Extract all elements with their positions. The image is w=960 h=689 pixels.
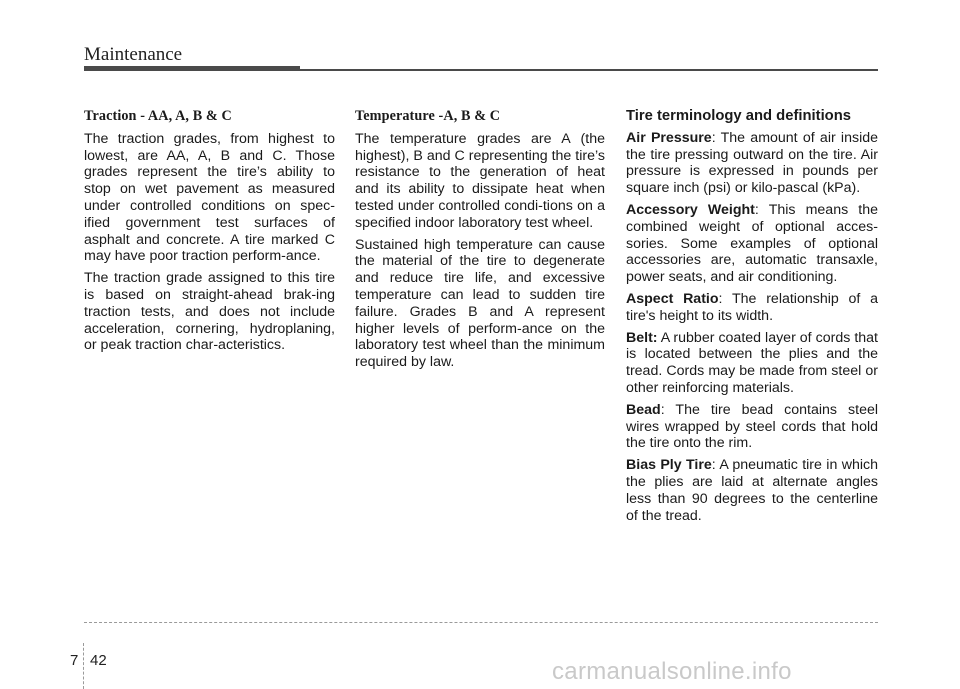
definition-term: Accessory Weight (626, 201, 755, 218)
column-traction (84, 108, 335, 359)
definition-separator: : (660, 401, 665, 418)
terminology-heading: Tire terminology and definitions (626, 108, 851, 124)
definition-accessory-weight (626, 202, 878, 286)
definition-text: A pneumatic tire in which the plies are laid at alternate angles less than 90 degrees to the centerline of the tread. (626, 457, 878, 524)
chapter-number: 7 (70, 652, 79, 669)
temperature-heading: Temperature -A, B & C (355, 108, 501, 124)
header-rule-thin (300, 69, 878, 71)
definition-separator: : (711, 129, 716, 146)
definition-aspect-ratio (626, 291, 878, 325)
temperature-paragraph-1: The temperature grades are A (the highest), B and C representing the tire’s resistance to the generation of heat and its ability to dissipate heat when tested under controlled condi-tions on a specified indoor laboratory test wheel. (355, 130, 605, 231)
definition-term: Belt: (626, 329, 658, 346)
traction-heading: Traction - AA, A, B & C (84, 108, 232, 124)
column-terminology (626, 108, 878, 529)
definition-term: Bias Ply Tire (626, 457, 712, 474)
footer-divider (84, 622, 878, 623)
definition-separator: : (754, 201, 759, 218)
header-rule-thick (84, 66, 300, 71)
definition-separator: : (718, 290, 723, 307)
definition-text: A rubber coated layer of cords that is located between the plies and the tread. Cords may be made from steel or other reinforcing materials. (626, 329, 878, 396)
traction-paragraph-1: The traction grades, from highest to lowest, are AA, A, B and C. Those grades represent the tire’s ability to stop on wet pavement as measured under controlled conditions on spec-ified government test surfaces of asphalt and concrete. A tire marked C may have poor traction perform-ance. (84, 130, 335, 265)
definition-term: Bead (626, 401, 661, 418)
definition-bias-ply-tire (626, 457, 878, 524)
definition-text: This means the combined weight of optional acces-sories. Some examples of optional accessories are, automatic transaxle, power seats, and air conditioning. (626, 201, 878, 286)
section-title: Maintenance (84, 44, 183, 65)
definition-text: The relationship of a tire's height to its width. (626, 290, 879, 324)
definition-text: The amount of air inside the tire pressing outward on the tire. Air pressure is expressed in pounds per square inch (psi) or kilo-pascal (kPa). (626, 129, 879, 197)
definition-term: Air Pressure (626, 129, 712, 146)
definition-term: Aspect Ratio (626, 290, 719, 307)
traction-paragraph-2: The traction grade assigned to this tire is based on straight-ahead brak-ing traction tests, and does not include acceleration, cornering, hydroplaning, or peak traction char-acteristics. (84, 270, 335, 354)
footer-page-divider (83, 643, 84, 689)
definition-separator: : (711, 457, 716, 474)
temperature-paragraph-2: Sustained high temperature can cause the material of the tire to degenerate and reduce tire life, and excessive temperature can lead to sudden tire failure. Grades B and A represent higher levels of perform-ance on the laboratory test wheel than the minimum required by law. (355, 236, 605, 371)
definition-air-pressure (626, 130, 878, 197)
definition-bead (626, 402, 878, 452)
site-watermark: carmanualsonline.info (552, 658, 792, 685)
definition-belt (626, 330, 878, 397)
page-number: 42 (90, 652, 107, 669)
definition-text: The tire bead contains steel wires wrapped by steel cords that hold the tire onto the rim. (626, 401, 878, 452)
column-temperature (355, 108, 605, 376)
